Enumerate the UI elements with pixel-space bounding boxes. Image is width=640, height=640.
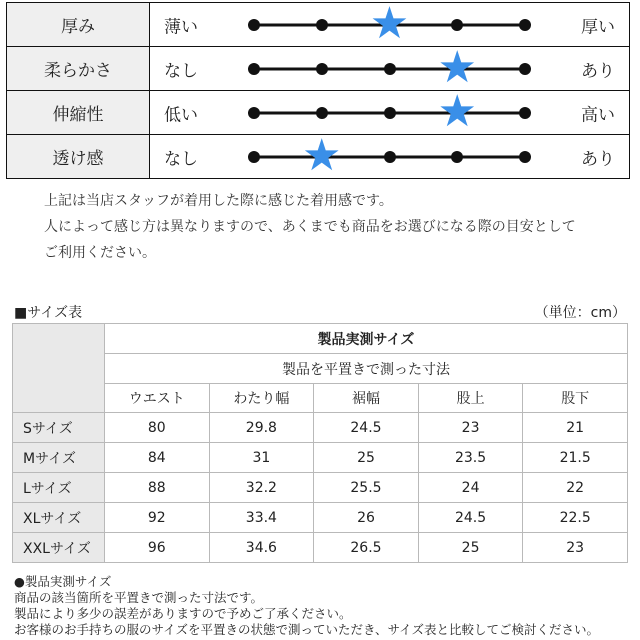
scale-marker-star-icon: ★ bbox=[369, 0, 410, 49]
size-cell: 23.5 bbox=[418, 443, 523, 473]
size-cell: 25.5 bbox=[314, 473, 419, 503]
scale-dot bbox=[316, 19, 328, 31]
size-row-label: XXLサイズ bbox=[13, 533, 105, 563]
feel-label: 透け感 bbox=[7, 135, 150, 179]
scale-low-label: 低い bbox=[164, 105, 198, 125]
column-header: ウエスト bbox=[105, 384, 210, 413]
scale-dot bbox=[384, 151, 396, 163]
feel-note-line: 上記は当店スタッフが着用した際に感じた着用感です。 bbox=[44, 193, 393, 209]
size-cell: 96 bbox=[105, 533, 210, 563]
feel-label: 柔らかさ bbox=[7, 47, 150, 91]
scale-dot bbox=[519, 19, 531, 31]
size-cell: 24.5 bbox=[314, 413, 419, 443]
size-cell: 31 bbox=[209, 443, 314, 473]
size-cell: 23 bbox=[523, 533, 628, 563]
column-header: 裾幅 bbox=[314, 384, 419, 413]
size-cell: 33.4 bbox=[209, 503, 314, 533]
size-columns-row bbox=[13, 384, 628, 413]
feel-row bbox=[7, 91, 630, 135]
scale-low-label: なし bbox=[164, 61, 198, 81]
size-row-label: Sサイズ bbox=[13, 413, 105, 443]
scale-marker-star-icon: ★ bbox=[437, 85, 477, 137]
size-table-corner bbox=[13, 324, 105, 413]
scale-dot bbox=[519, 63, 531, 75]
scale-dot bbox=[248, 151, 260, 163]
column-header: 股下 bbox=[523, 384, 628, 413]
footnote-line: 商品の該当箇所を平置きで測った寸法です。 bbox=[14, 590, 264, 605]
size-cell: 22.5 bbox=[523, 503, 628, 533]
feel-note-line: ご利用ください。 bbox=[44, 245, 156, 261]
scale-high-label: 厚い bbox=[581, 17, 615, 37]
size-row bbox=[13, 533, 628, 563]
size-cell: 26.5 bbox=[314, 533, 419, 563]
size-cell: 88 bbox=[105, 473, 210, 503]
size-cell: 25 bbox=[418, 533, 523, 563]
size-row bbox=[13, 443, 628, 473]
size-cell: 84 bbox=[105, 443, 210, 473]
size-row bbox=[13, 413, 628, 443]
scale-dot bbox=[519, 107, 531, 119]
size-cell: 29.8 bbox=[209, 413, 314, 443]
size-cell: 34.6 bbox=[209, 533, 314, 563]
footnote-heading: ●製品実測サイズ bbox=[14, 574, 112, 589]
scale-high-label: あり bbox=[581, 61, 615, 81]
feel-scale bbox=[150, 41, 630, 93]
size-cell: 22 bbox=[523, 473, 628, 503]
size-cell: 92 bbox=[105, 503, 210, 533]
scale-dot bbox=[384, 63, 396, 75]
scale-dot bbox=[316, 63, 328, 75]
scale-dot bbox=[384, 107, 396, 119]
size-row-label: Mサイズ bbox=[13, 443, 105, 473]
scale-dot bbox=[451, 19, 463, 31]
size-table bbox=[12, 323, 628, 563]
size-row-label: XLサイズ bbox=[13, 503, 105, 533]
size-header-main: 製品実測サイズ bbox=[105, 324, 628, 354]
scale-marker-star-icon: ★ bbox=[437, 41, 477, 93]
column-header: 股上 bbox=[418, 384, 523, 413]
scale-dot bbox=[248, 63, 260, 75]
scale-dot bbox=[519, 151, 531, 163]
size-cell: 21 bbox=[523, 413, 628, 443]
scale-dot bbox=[316, 107, 328, 119]
feel-row bbox=[7, 3, 630, 47]
size-cell: 24 bbox=[418, 473, 523, 503]
size-cell: 24.5 bbox=[418, 503, 523, 533]
scale-marker-star-icon: ★ bbox=[302, 129, 342, 181]
feel-scale bbox=[150, 129, 630, 181]
size-row bbox=[13, 503, 628, 533]
column-header: わたり幅 bbox=[209, 384, 314, 413]
footnote-line: 製品により多少の誤差がありますので予めご了承ください。 bbox=[14, 606, 352, 621]
size-cell: 25 bbox=[314, 443, 419, 473]
size-cell: 21.5 bbox=[523, 443, 628, 473]
size-table-title: ■サイズ表 bbox=[14, 305, 83, 321]
feel-row bbox=[7, 47, 630, 91]
size-cell: 26 bbox=[314, 503, 419, 533]
feel-note-line: 人によって感じ方は異なりますので、あくまでも商品をお選びになる際の目安として bbox=[44, 219, 576, 235]
scale-high-label: あり bbox=[581, 149, 615, 169]
feel-scale bbox=[150, 0, 630, 49]
feel-label: 厚み bbox=[7, 3, 150, 47]
size-row-label: Lサイズ bbox=[13, 473, 105, 503]
size-header-sub: 製品を平置きで測った寸法 bbox=[105, 354, 628, 384]
scale-dot bbox=[248, 107, 260, 119]
scale-dot bbox=[451, 151, 463, 163]
feel-row bbox=[7, 135, 630, 179]
scale-low-label: 薄い bbox=[164, 17, 198, 37]
size-subheader-row bbox=[13, 354, 628, 384]
feel-label: 伸縮性 bbox=[7, 91, 150, 135]
size-cell: 32.2 bbox=[209, 473, 314, 503]
scale-dot bbox=[248, 19, 260, 31]
scale-high-label: 高い bbox=[581, 105, 615, 125]
scale-low-label: なし bbox=[164, 149, 198, 169]
size-cell: 80 bbox=[105, 413, 210, 443]
footnote-line: お客様のお手持ちの服のサイズを平置きの状態で測っていただき、サイズ表と比較してご検討ください。 bbox=[14, 622, 600, 637]
size-header-row bbox=[13, 324, 628, 354]
size-row bbox=[13, 473, 628, 503]
size-table-unit: （単位：cm） bbox=[534, 305, 626, 321]
feel-scale bbox=[150, 85, 630, 137]
size-cell: 23 bbox=[418, 413, 523, 443]
wear-feel-table bbox=[6, 2, 630, 179]
